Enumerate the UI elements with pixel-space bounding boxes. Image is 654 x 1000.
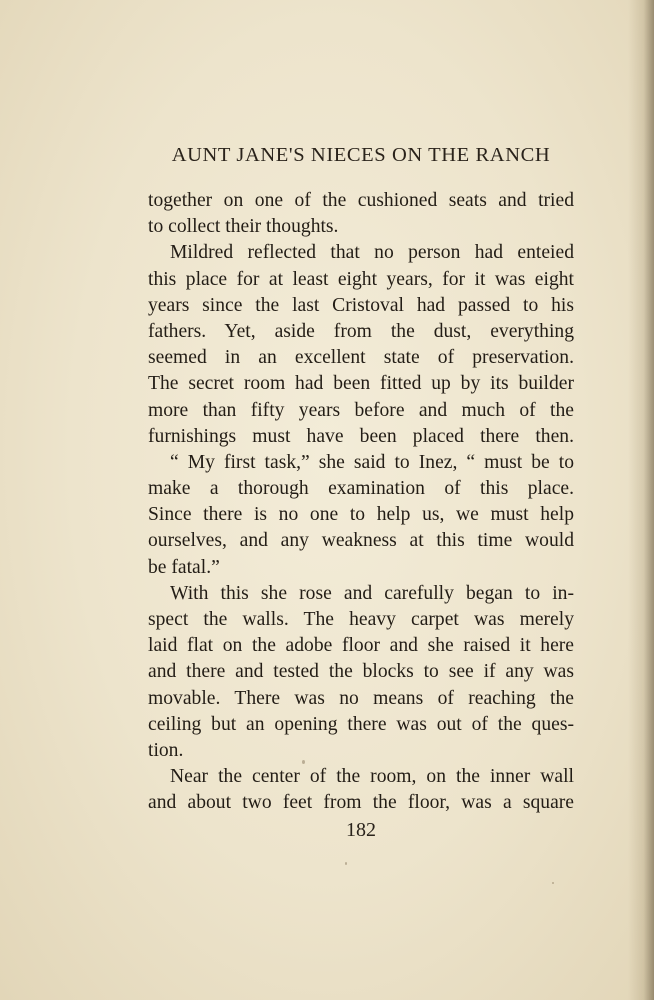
running-head: AUNT JANE'S NIECES ON THE RANCH [171,144,551,166]
paper-speck [552,882,554,884]
text-line: tion. [148,739,184,761]
text-line: fathers. Yet, aside from the dust, everything [148,320,574,342]
text-line: ourselves, and any weakness at this time would [148,530,574,552]
text-line: be fatal.” [148,556,220,578]
text-line: The secret room had been fitted up by its builder [148,373,574,395]
text-line: seemed in an excellent state of preservation. [148,347,574,369]
text-line: Since there is no one to help us, we must help [148,504,574,526]
text-line: this place for at least eight years, for it was eight [148,268,574,290]
text-line: laid flat on the adobe floor and she raised it here [148,635,574,657]
text-line: to collect their thoughts. [148,216,339,238]
text-line: movable. There was no means of reaching the [148,687,574,709]
text-line: “ My first task,” she said to Inez, “ must be to [170,451,574,473]
text-line: and there and tested the blocks to see if any was [148,661,574,683]
text-line: With this she rose and carefully began to in- [170,582,574,604]
paper-speck [302,760,305,764]
text-line: furnishings must have been placed there then. [148,425,574,447]
text-line: spect the walls. The heavy carpet was merely [148,609,574,630]
page-number: 182 [346,819,376,841]
text-line: years since the last Cristoval had passed to his [148,294,574,316]
page-edge-shadow [628,0,654,1000]
text-line: more than fifty years before and much of the [148,399,574,421]
text-line: and about two feet from the floor, was a square [148,792,574,814]
text-line: ceiling but an opening there was out of the ques- [148,713,574,735]
text-line: Mildred reflected that no person had enteied [170,242,574,264]
paper-speck [345,862,347,865]
text-line: together on one of the cushioned seats and tried [148,190,574,211]
body-text [148,188,574,817]
text-line: Near the center of the room, on the inner wall [170,766,574,788]
text-line: make a thorough examination of this place. [148,478,574,500]
